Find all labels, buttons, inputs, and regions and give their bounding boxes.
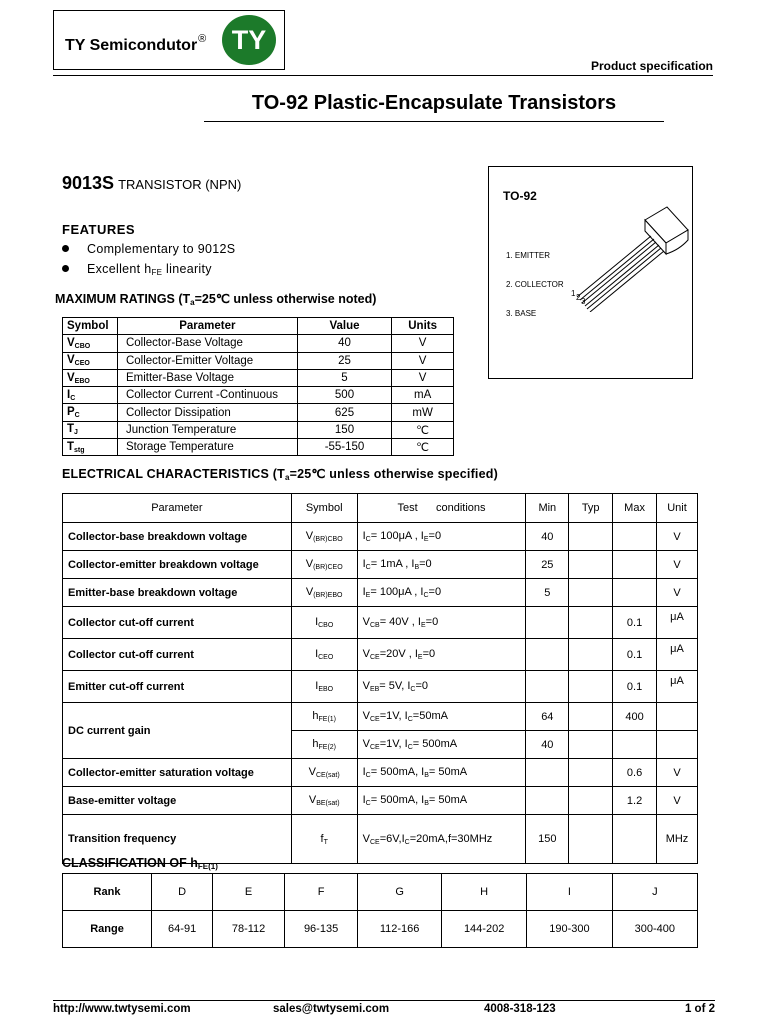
ratings-row — [63, 421, 454, 438]
ratings-row — [63, 439, 454, 456]
unit-cell: MHz — [657, 815, 698, 864]
min-cell: 64 — [526, 703, 569, 731]
typ-cell — [569, 815, 613, 864]
symbol-cell: $V_{CE(sat)}$ — [291, 759, 357, 787]
typ-cell — [569, 639, 613, 671]
symbol-cell: $V_{(BR)CBO}$ — [291, 523, 357, 551]
parameter-cell: Collector Dissipation — [117, 404, 297, 421]
parameter-cell: Base-emitter voltage — [63, 787, 292, 815]
characteristic-row — [63, 703, 698, 731]
unit-cell: V — [657, 787, 698, 815]
lead-1-edge — [580, 239, 654, 300]
company-logo — [222, 15, 276, 65]
ratings-row — [63, 352, 454, 369]
condition-cell: $V_{CE}=6V,I_C=20mA,f=30MHz$ — [357, 815, 526, 864]
symbol-cell: $h_{FE(2)}$ — [291, 731, 357, 759]
symbol-cell: $I_C$ — [63, 387, 118, 404]
typ-cell — [569, 703, 613, 731]
symbol-cell: $I_{EBO}$ — [291, 671, 357, 703]
symbol-cell: $T_{stg}$ — [63, 439, 118, 456]
pin-label-emitter: 1. EMITTER — [506, 251, 551, 260]
unit-cell: V — [392, 335, 454, 352]
rank-cell: I — [527, 874, 612, 911]
lead-1 — [577, 236, 651, 297]
product-spec-label: Product specification — [590, 59, 713, 73]
min-cell: 40 — [526, 523, 569, 551]
unit-cell: V — [657, 759, 698, 787]
rank-cell: E — [213, 874, 285, 911]
max-cell: 400 — [613, 703, 657, 731]
unit-cell: μA — [657, 607, 698, 639]
unit-cell: ℃ — [392, 421, 454, 438]
parameter-cell: Collector-base breakdown voltage — [63, 523, 292, 551]
unit-cell: V — [657, 551, 698, 579]
column-header: Symbol — [63, 318, 118, 335]
header-divider — [53, 75, 713, 76]
range-cell: 144-202 — [441, 911, 526, 948]
characteristic-row — [63, 607, 698, 639]
parameter-cell: Emitter cut-off current — [63, 671, 292, 703]
range-cell: 64-91 — [152, 911, 213, 948]
typ-cell — [569, 759, 613, 787]
characteristic-row — [63, 579, 698, 607]
min-cell: 150 — [526, 815, 569, 864]
condition-cell: $V_{CB}= 40V$ , $I_E=0$ — [357, 607, 526, 639]
footer-website-link[interactable]: http://www.twtysemi.com — [53, 1003, 191, 1015]
unit-cell: μA — [657, 671, 698, 703]
pin-label-collector: 2. COLLECTOR — [506, 280, 564, 289]
parameter-cell: Collector-Base Voltage — [117, 335, 297, 352]
footer-divider — [53, 1000, 715, 1001]
registered-mark: ® — [198, 33, 207, 45]
condition-cell: $I_E= 100\mu A$ , $I_C=0$ — [357, 579, 526, 607]
typ-cell — [569, 787, 613, 815]
symbol-cell: $V_{CBO}$ — [63, 335, 118, 352]
lead-number-2: 2 — [576, 293, 581, 302]
characteristic-row — [63, 671, 698, 703]
min-cell — [526, 787, 569, 815]
value-cell: -55-150 — [297, 439, 391, 456]
footer-phone: 4008-318-123 — [484, 1003, 556, 1015]
symbol-cell: $I_{CEO}$ — [291, 639, 357, 671]
title-underline — [204, 121, 664, 122]
electrical-characteristics-table — [62, 493, 698, 864]
value-cell: 500 — [297, 387, 391, 404]
lead-3 — [587, 248, 661, 309]
characteristic-row — [63, 523, 698, 551]
package-diagram-box — [488, 166, 693, 379]
min-cell — [526, 607, 569, 639]
max-cell: 0.6 — [613, 759, 657, 787]
classification-heading: CLASSIFICATION OF $h_{FE(1)}$ — [62, 856, 218, 871]
unit-cell — [657, 731, 698, 759]
lead-2 — [582, 242, 656, 303]
unit-cell: μA — [657, 639, 698, 671]
electrical-characteristics-heading: ELECTRICAL CHARACTERISTICS ($T_a=25℃$ unless otherwise specified) — [62, 467, 498, 482]
column-header: Units — [392, 318, 454, 335]
feature-item: Complementary to 9012S — [62, 242, 235, 256]
rank-cell: D — [152, 874, 213, 911]
parameter-cell: DC current gain — [63, 703, 292, 759]
column-header: Typ — [569, 494, 613, 523]
rank-cell: F — [284, 874, 357, 911]
symbol-cell: $I_{CBO}$ — [291, 607, 357, 639]
parameter-cell: Collector-emitter breakdown voltage — [63, 551, 292, 579]
rank-cell: G — [358, 874, 442, 911]
ratings-row — [63, 369, 454, 386]
symbol-cell: $V_{(BR)CEO}$ — [291, 551, 357, 579]
part-heading — [62, 173, 241, 194]
max-cell — [613, 523, 657, 551]
min-cell: 40 — [526, 731, 569, 759]
logo-text: TY — [231, 24, 267, 55]
condition-cell: $I_C= 100\mu A$ , $I_E=0$ — [357, 523, 526, 551]
condition-cell: $V_{EB}= 5V$, $I_C=0$ — [357, 671, 526, 703]
value-cell: 150 — [297, 421, 391, 438]
symbol-cell: $V_{CEO}$ — [63, 352, 118, 369]
symbol-cell: $T_J$ — [63, 421, 118, 438]
parameter-cell: Emitter-base breakdown voltage — [63, 579, 292, 607]
column-header: Value — [297, 318, 391, 335]
range-cell: 300-400 — [612, 911, 697, 948]
features-heading: FEATURES — [62, 222, 136, 237]
lead-3-edge — [590, 251, 664, 312]
part-number: 9013S — [62, 173, 115, 193]
condition-cell: $V_{CE}=1V$, $I_C= 500mA$ — [357, 731, 526, 759]
value-cell: 5 — [297, 369, 391, 386]
range-row — [63, 911, 698, 948]
max-cell: 0.1 — [613, 639, 657, 671]
page-number: 1 of 2 — [684, 1003, 715, 1015]
column-header: Parameter — [117, 318, 297, 335]
ratings-row — [63, 404, 454, 421]
symbol-cell: $V_{(BR)EBO}$ — [291, 579, 357, 607]
value-cell: 625 — [297, 404, 391, 421]
footer-email-link[interactable]: sales@twtysemi.com — [273, 1003, 390, 1015]
typ-cell — [569, 523, 613, 551]
document-title: TO-92 Plastic-Encapsulate Transistors — [251, 92, 617, 114]
column-header: Symbol — [291, 494, 357, 523]
column-header: Unit — [657, 494, 698, 523]
unit-cell: V — [392, 369, 454, 386]
max-ratings-heading: MAXIMUM RATINGS ($T_a=25℃$ unless otherwise noted) — [55, 292, 377, 307]
condition-cell: $I_C= 500mA$, $I_B= 50mA$ — [357, 759, 526, 787]
to92-package-drawing — [567, 202, 692, 312]
value-cell: 40 — [297, 335, 391, 352]
unit-cell — [657, 703, 698, 731]
min-cell: 25 — [526, 551, 569, 579]
max-ratings-table — [62, 317, 454, 456]
range-cell: 78-112 — [213, 911, 285, 948]
characteristic-row — [63, 551, 698, 579]
symbol-cell: $f_T$ — [291, 815, 357, 864]
rank-cell: J — [612, 874, 697, 911]
parameter-cell: Collector Current -Continuous — [117, 387, 297, 404]
column-header: Parameter — [63, 494, 292, 523]
bullet-icon — [62, 245, 69, 252]
max-cell — [613, 815, 657, 864]
unit-cell: V — [657, 579, 698, 607]
min-cell: 5 — [526, 579, 569, 607]
package-name: TO-92 — [503, 189, 537, 203]
rank-cell: H — [441, 874, 526, 911]
max-cell — [613, 579, 657, 607]
company-name: TY Semicondutor® — [65, 33, 207, 54]
feature-item: Excellent $h_{FE}$ linearity — [62, 262, 212, 277]
parameter-cell: Storage Temperature — [117, 439, 297, 456]
lead-2-edge — [585, 245, 659, 306]
typ-cell — [569, 579, 613, 607]
max-cell: 1.2 — [613, 787, 657, 815]
column-header: Test conditions — [357, 494, 526, 523]
company-logo-box — [53, 10, 285, 70]
typ-cell — [569, 607, 613, 639]
unit-cell: ℃ — [392, 439, 454, 456]
condition-cell: $I_C= 500mA$, $I_B= 50mA$ — [357, 787, 526, 815]
bullet-icon — [62, 265, 69, 272]
classification-table — [62, 873, 698, 948]
parameter-cell: Collector cut-off current — [63, 607, 292, 639]
symbol-cell: $V_{EBO}$ — [63, 369, 118, 386]
range-cell: 112-166 — [358, 911, 442, 948]
symbol-cell: $P_C$ — [63, 404, 118, 421]
condition-cell: $V_{CE}=1V$, $I_C=50mA$ — [357, 703, 526, 731]
column-header: Min — [526, 494, 569, 523]
rank-row — [63, 874, 698, 911]
range-cell: 190-300 — [527, 911, 612, 948]
ratings-row — [63, 387, 454, 404]
symbol-cell: $h_{FE(1)}$ — [291, 703, 357, 731]
parameter-cell: Transition frequency — [63, 815, 292, 864]
min-cell — [526, 759, 569, 787]
part-type: TRANSISTOR (NPN) — [118, 177, 242, 192]
unit-cell: V — [392, 352, 454, 369]
condition-cell: $I_C= 1mA$ , $I_B=0$ — [357, 551, 526, 579]
parameter-cell: Collector cut-off current — [63, 639, 292, 671]
lead-number-3: 3 — [581, 297, 586, 306]
min-cell — [526, 671, 569, 703]
lead-number-1: 1 — [571, 289, 576, 298]
unit-cell: mA — [392, 387, 454, 404]
symbol-cell: $V_{BE(sat)}$ — [291, 787, 357, 815]
max-cell — [613, 731, 657, 759]
max-cell: 0.1 — [613, 671, 657, 703]
parameter-cell: Emitter-Base Voltage — [117, 369, 297, 386]
max-cell: 0.1 — [613, 607, 657, 639]
characteristic-row — [63, 759, 698, 787]
condition-cell: $V_{CE}=20V$ , $I_E=0$ — [357, 639, 526, 671]
characteristic-row — [63, 639, 698, 671]
column-header: Max — [613, 494, 657, 523]
typ-cell — [569, 671, 613, 703]
range-label: Range — [63, 911, 152, 948]
pin-label-base: 3. BASE — [506, 309, 537, 318]
unit-cell: mW — [392, 404, 454, 421]
max-cell — [613, 551, 657, 579]
unit-cell: V — [657, 523, 698, 551]
rank-label: Rank — [63, 874, 152, 911]
parameter-cell: Collector-emitter saturation voltage — [63, 759, 292, 787]
parameter-cell: Junction Temperature — [117, 421, 297, 438]
parameter-cell: Collector-Emitter Voltage — [117, 352, 297, 369]
range-cell: 96-135 — [284, 911, 357, 948]
ratings-row — [63, 335, 454, 352]
value-cell: 25 — [297, 352, 391, 369]
typ-cell — [569, 551, 613, 579]
min-cell — [526, 639, 569, 671]
characteristic-row — [63, 787, 698, 815]
typ-cell — [569, 731, 613, 759]
